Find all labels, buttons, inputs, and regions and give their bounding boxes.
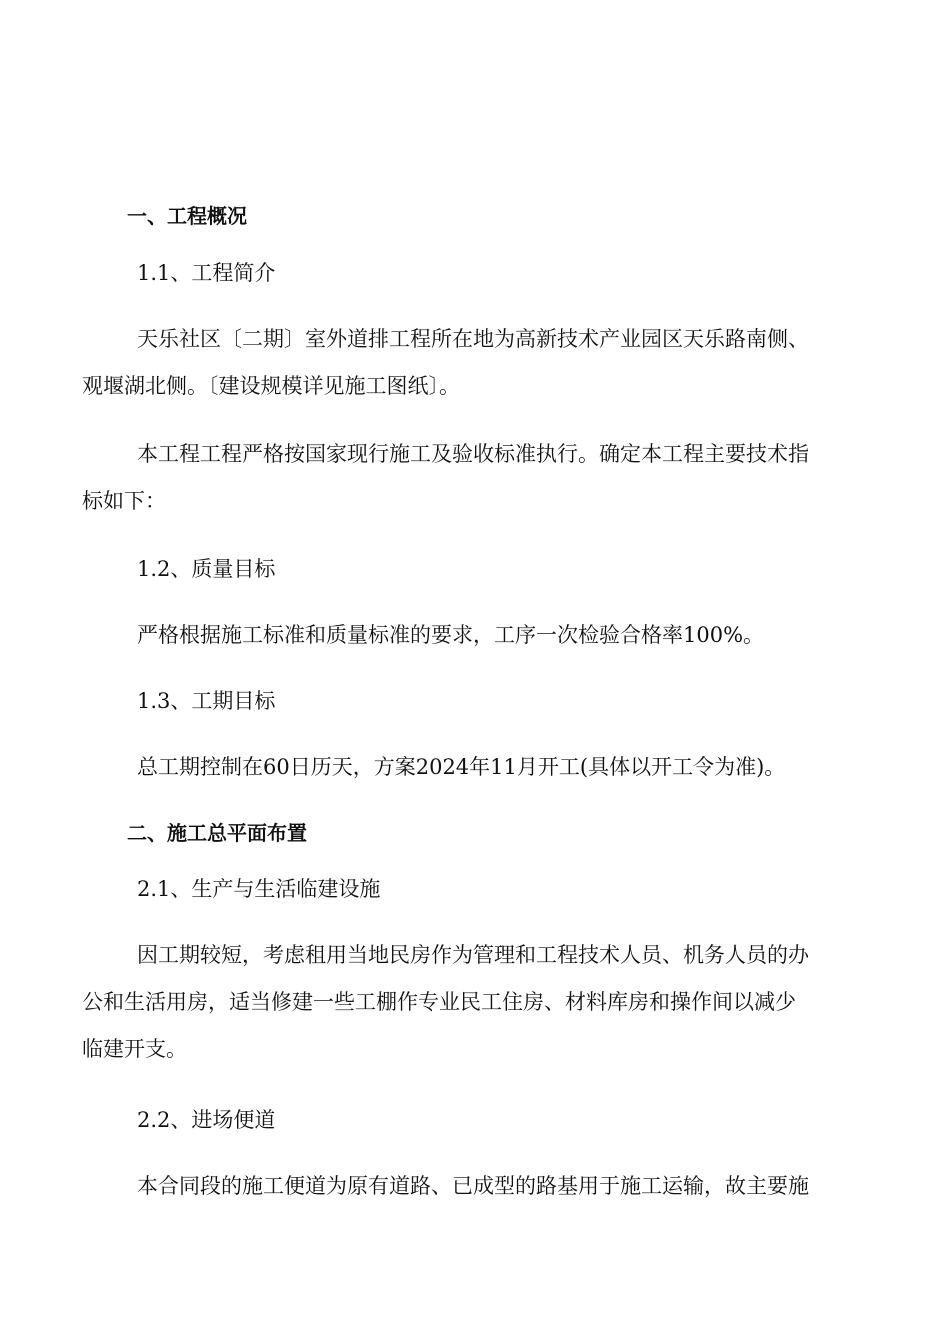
subsection-1-3-heading: 1.3、工期目标 [137,689,276,713]
paragraph-2-1 [82,932,862,1073]
section-2-heading: 二、施工总平面布置 [127,821,307,845]
subsection-1-2-heading: 1.2、质量目标 [137,557,276,581]
subsection-2-1-heading: 2.1、生产与生活临建设施 [137,877,381,901]
paragraph-line: 临建开支。 [82,1037,187,1061]
paragraph-line: 本工程工程严格按国家现行施工及验收标准执行。确定本工程主要技术指 [137,442,809,466]
subsection-1-1-heading: 1.1、工程简介 [137,261,276,285]
paragraph-line: 标如下： [82,489,166,513]
paragraph-line: 因工期较短，考虑租用当地民房作为管理和工程技术人员、机务人员的办 [137,943,809,967]
paragraph-1-3: 总工期控制在60日历天，方案2024年11月开工(具体以开工令为准)。 [137,755,786,779]
paragraph-1-2: 严格根据施工标准和质量标准的要求，工序一次检验合格率100%。 [137,623,765,647]
paragraph-line: 天乐社区〔二期〕室外道排工程所在地为高新技术产业园区天乐路南侧、 [137,327,809,351]
section-1-heading: 一、工程概况 [127,204,247,228]
paragraph-1-1-b [82,431,862,525]
paragraph-1-1-a [82,316,862,410]
subsection-2-2-heading: 2.2、进场便道 [137,1108,276,1132]
paragraph-2-2 [82,1163,862,1210]
paragraph-line: 观堰湖北侧。〔建设规模详见施工图纸〕。 [82,374,460,398]
paragraph-line: 公和生活用房，适当修建一些工棚作专业民工住房、材料库房和操作间以减少 [82,990,796,1014]
paragraph-line: 本合同段的施工便道为原有道路、已成型的路基用于施工运输，故主要施 [137,1174,809,1198]
